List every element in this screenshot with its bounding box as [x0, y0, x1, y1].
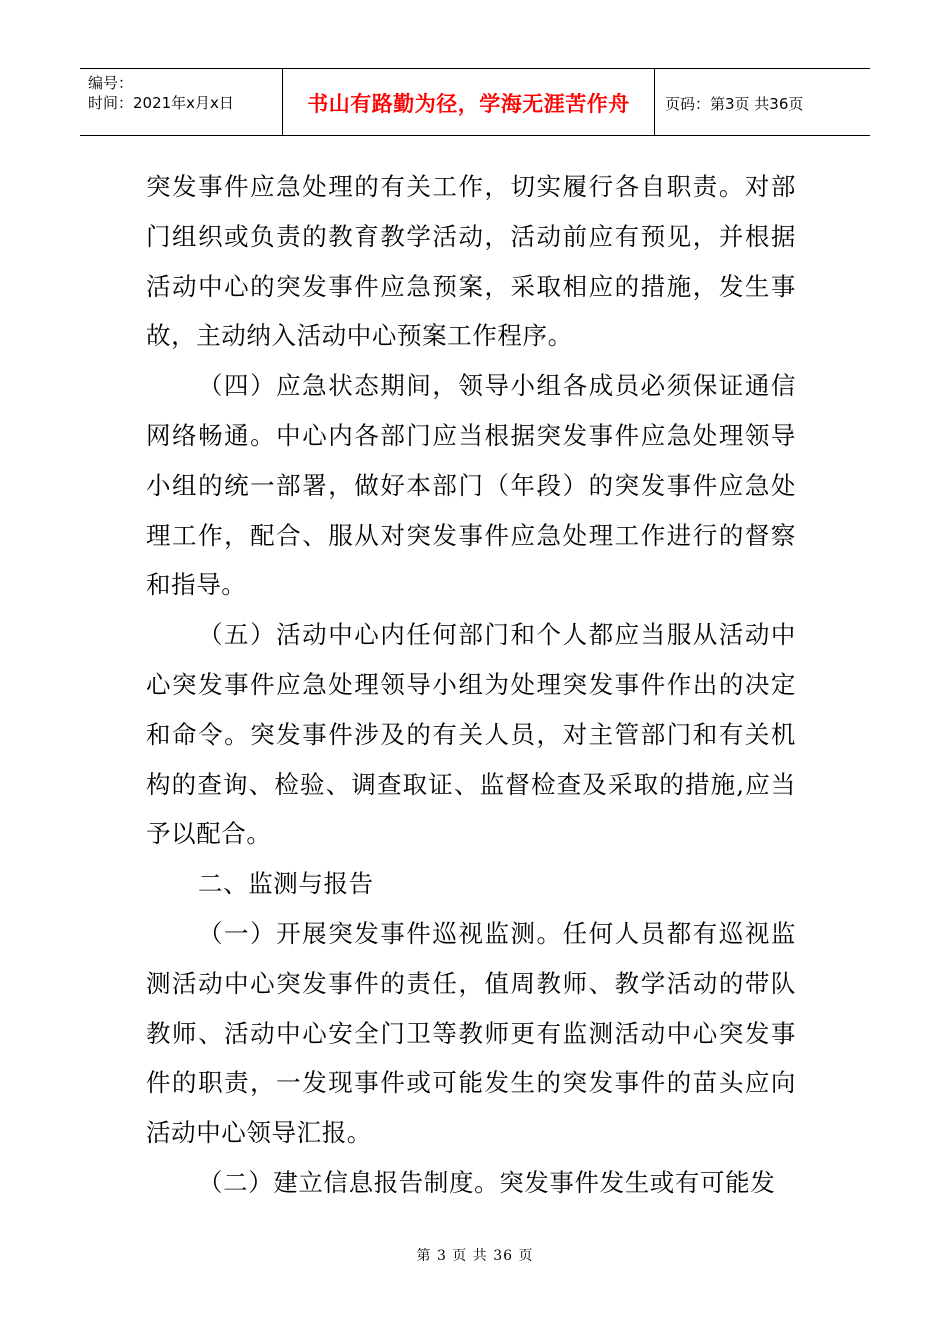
header-motto: 书山有路勤为径，学海无涯苦作舟 [283, 69, 655, 135]
section-heading-monitoring: 二、监测与报告 [198, 869, 374, 899]
paragraph-item-four: （四）应急状态期间，领导小组各成员必须保证通信网络畅通。中心内各部门应当根据突发事件应急处理领导小组的统一部署，做好本部门（年段）的突发事件应急处理工作，配合、服从对突发事件应急处理工作进行的督察和指导。 [146, 371, 796, 600]
document-time-label: 时间：2021年x月x日 [88, 94, 234, 112]
header-page-info: 页码：第3页 共36页 [665, 94, 804, 113]
header-meta-cell [80, 69, 283, 135]
document-number-label: 编号： [88, 74, 134, 92]
paragraph-item-five: （五）活动中心内任何部门和个人都应当服从活动中心突发事件应急处理领导小组为处理突发事件作出的决定和命令。突发事件涉及的有关人员，对主管部门和有关机构的查询、检验、调查取证、监督检查及采取的措施,应当予以配合。 [146, 620, 796, 849]
paragraph-continuation: 突发事件应急处理的有关工作，切实履行各自职责。对部门组织或负责的教育教学活动，活动前应有预见，并根据活动中心的突发事件应急预案，采取相应的措施，发生事故，主动纳入活动中心预案工作程序。 [146, 172, 796, 351]
page-footer: 第 3 页 共 36 页 [416, 1248, 534, 1264]
paragraph-monitoring-two: （二）建立信息报告制度。突发事件发生或有可能发 [198, 1167, 776, 1197]
document-body [146, 162, 796, 1208]
page-header [80, 68, 870, 136]
paragraph-monitoring-one: （一）开展突发事件巡视监测。任何人员都有巡视监测活动中心突发事件的责任，值周教师、教学活动的带队教师、活动中心安全门卫等教师更有监测活动中心突发事件的职责，一发现事件或可能发生的突发事件的苗头应向活动中心领导汇报。 [146, 918, 796, 1148]
